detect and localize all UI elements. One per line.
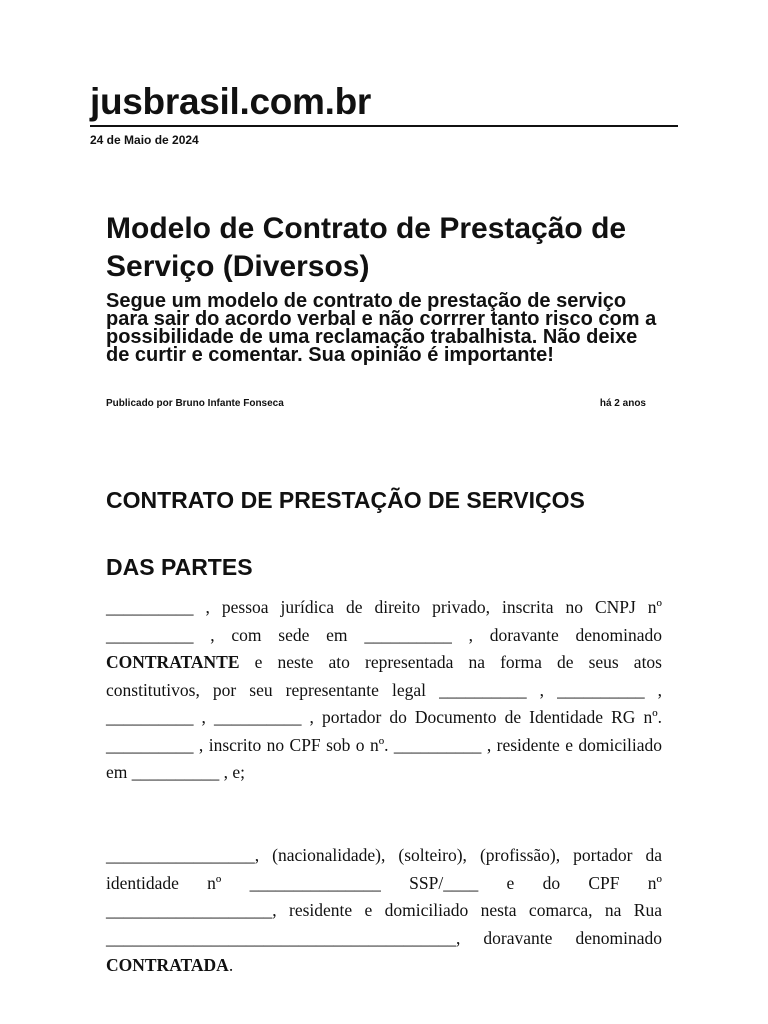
paragraph-contratada	[106, 842, 662, 980]
header-divider	[90, 125, 678, 127]
article-subtitle: Segue um modelo de contrato de prestação de serviço para sair do acordo verbal e não corrrer tanto risco com a possibilidade de uma reclamação trabalhista. Não deixe de curtir e comentar. Sua opinião é importante!	[106, 290, 657, 366]
paragraph-text: e neste ato representada na forma de seus atos constitutivos, por seu representante legal __________ , __________ , __________ , __________ , portador do Documento de Identidade RG nº. __________ , inscrito no CPF sob o nº. __________ , residente e domiciliado em __________ , e;	[106, 652, 662, 782]
publish-date: 24 de Maio de 2024	[90, 133, 199, 147]
contract-heading: CONTRATO DE PRESTAÇÃO DE SERVIÇOS	[106, 487, 585, 513]
paragraph-contratante	[106, 594, 662, 787]
paragraph-text: _________________, (nacionalidade), (solteiro), (profissão), portador da identidade nº _______________ SSP/____ e do CPF nº ___________________, residente e domiciliado nesta comarca, na Rua ________________________________________, doravante denominado	[106, 845, 662, 948]
party-name-contratada: CONTRATADA	[106, 955, 229, 975]
relative-time: há 2 anos	[599, 398, 646, 409]
byline	[106, 398, 646, 409]
site-title: jusbrasil.com.br	[90, 81, 372, 122]
paragraph-text: .	[228, 955, 234, 975]
paragraph-text: __________ , pessoa jurídica de direito privado, inscrita no CNPJ nº __________ , com sede em __________ , doravante denominado	[106, 597, 662, 645]
author-line: Publicado por Bruno Infante Fonseca	[106, 398, 284, 409]
article-title: Modelo de Contrato de Prestação de Serviço (Diversos)	[106, 212, 627, 283]
section-heading-parties: DAS PARTES	[106, 554, 253, 580]
party-name-contratante: CONTRATANTE	[106, 652, 240, 672]
